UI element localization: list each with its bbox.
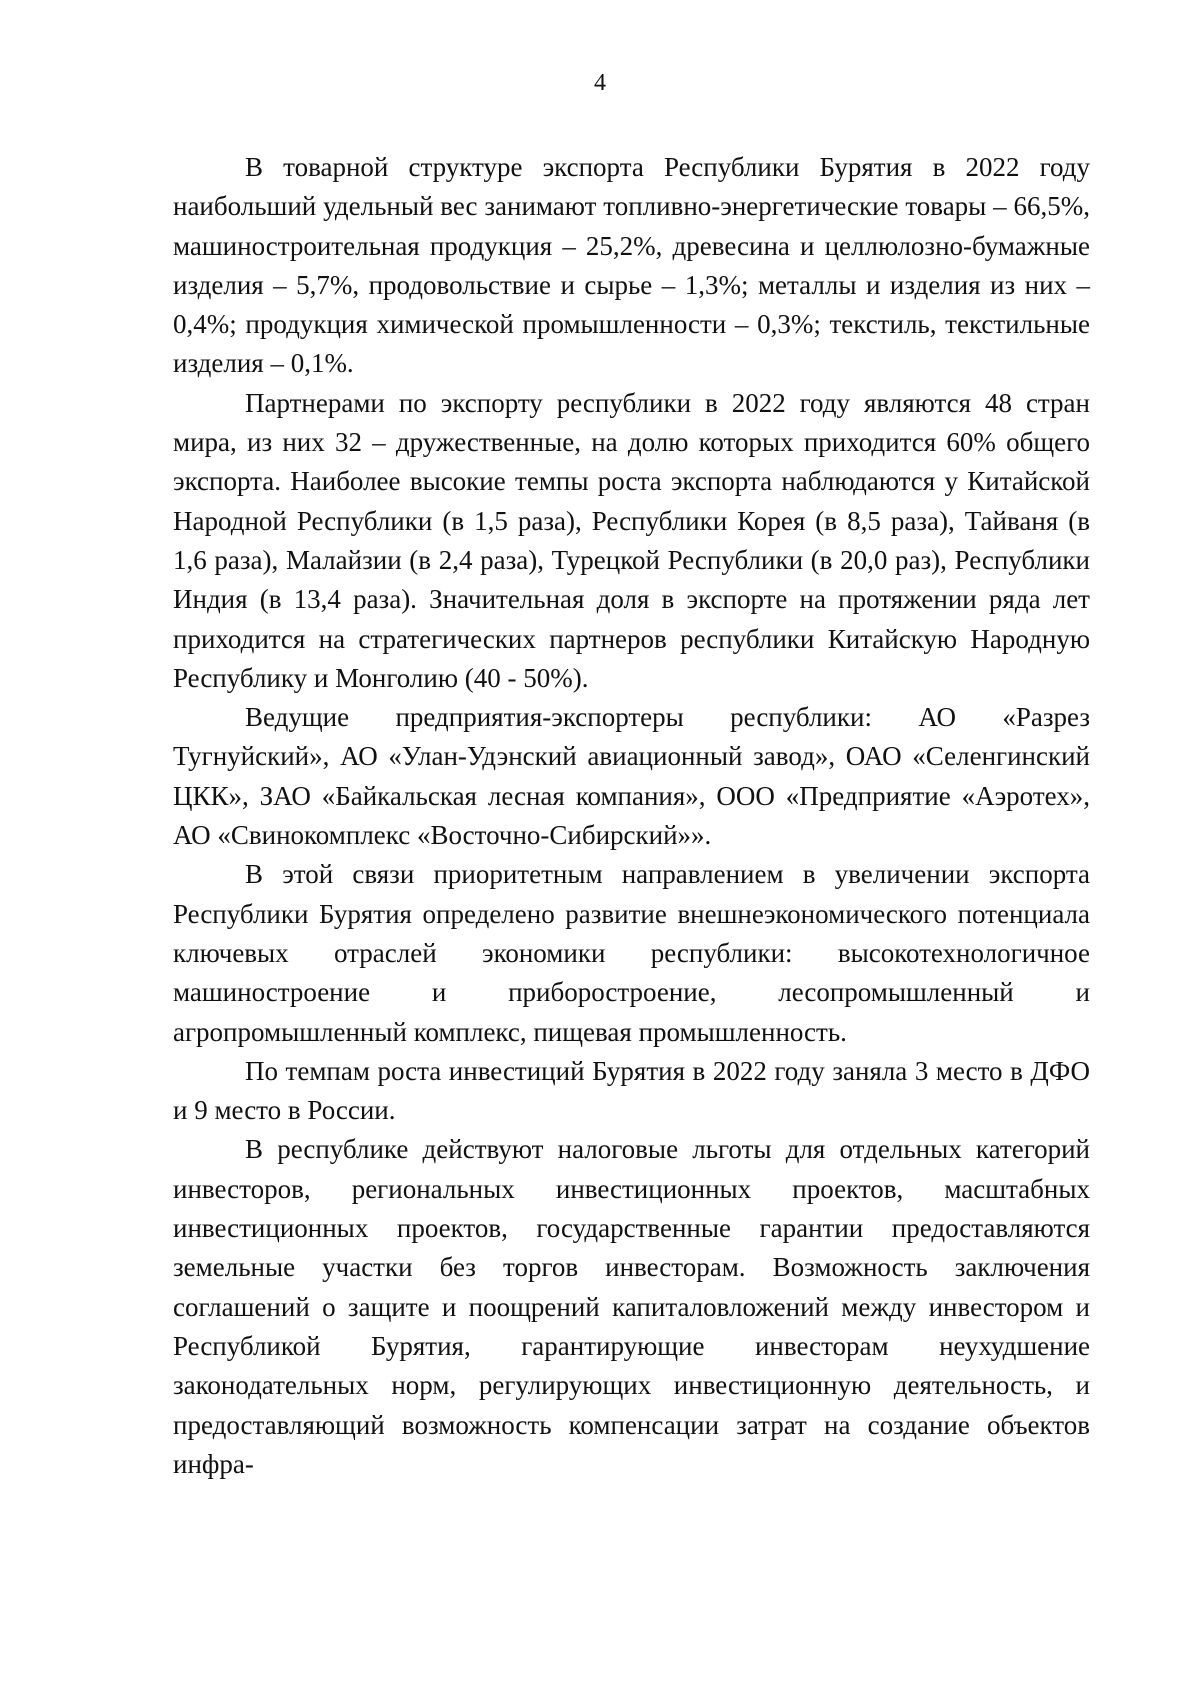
- paragraph-export-structure: В товарной структуре экспорта Республики Бурятия в 2022 году наибольший удельный вес занимают топливно-энергетические товары – 66,5%, машиностроительная продукция – 25,2%, древесина и целлюлозно-бумажные изделия – 5,7%, продовольствие и сырье – 1,3%; металлы и изделия из них – 0,4%; продукция химической промышленности – 0,3%; текстиль, текстильные изделия – 0,1%.: [173, 152, 1090, 379]
- paragraph-export-partners: Партнерами по экспорту республики в 2022 году являются 48 стран мира, из них 32 – дружественные, на долю которых приходится 60% общего экспорта. Наиболее высокие темпы роста экспорта наблюдаются у Китайской Народной Республики (в 1,5 раза), Республики Корея (в 8,5 раза), Тайваня (в 1,6 раза), Малайзии (в 2,4 раза), Турецкой Республики (в 20,0 раз), Республики Индия (в 13,4 раза). Значительная доля в экспорте на протяжении ряда лет приходится на стратегических партнеров республики Китайскую Народную Республику и Монголию (40 - 50%).: [173, 387, 1090, 693]
- paragraph-leading-exporters: Ведущие предприятия-экспортеры республики: АО «Разрез Тугнуйский», АО «Улан-Удэнский авиационный завод», ОАО «Селенгинский ЦКК», ЗАО «Байкальская лесная компания», ООО «Предприятие «Аэротех», АО «Свинокомплекс «Восточно-Сибирский»».: [173, 702, 1090, 851]
- paragraph-export-priorities: В этой связи приоритетным направлением в увеличении экспорта Республики Бурятия определено развитие внешнеэкономического потенциала ключевых отраслей экономики республики: высокотехнологичное машиностроение и приборостроение, лесопромышленный и агропромышленный комплекс, пищевая промышленность.: [173, 859, 1090, 1047]
- page-number: 4: [594, 70, 606, 96]
- paragraph-investment-growth: По темпам роста инвестиций Бурятия в 2022 году заняла 3 место в ДФО и 9 место в России.: [173, 1055, 1090, 1126]
- document-body: [173, 148, 1090, 1484]
- paragraph-tax-incentives: В республике действуют налоговые льготы для отдельных категорий инвесторов, региональных инвестиционных проектов, масштабных инвестиционных проектов, государственные гарантии предоставляются земельные участки без торгов инвесторам. Возможность заключения соглашений о защите и поощрений капиталовложений между инвестором и Республикой Бурятия, гарантирующие инвесторам неухудшение законодательных норм, регулирующих инвестиционную деятельность, и предоставляющий возможность компенсации затрат на создание объектов инфра-: [173, 1134, 1090, 1479]
